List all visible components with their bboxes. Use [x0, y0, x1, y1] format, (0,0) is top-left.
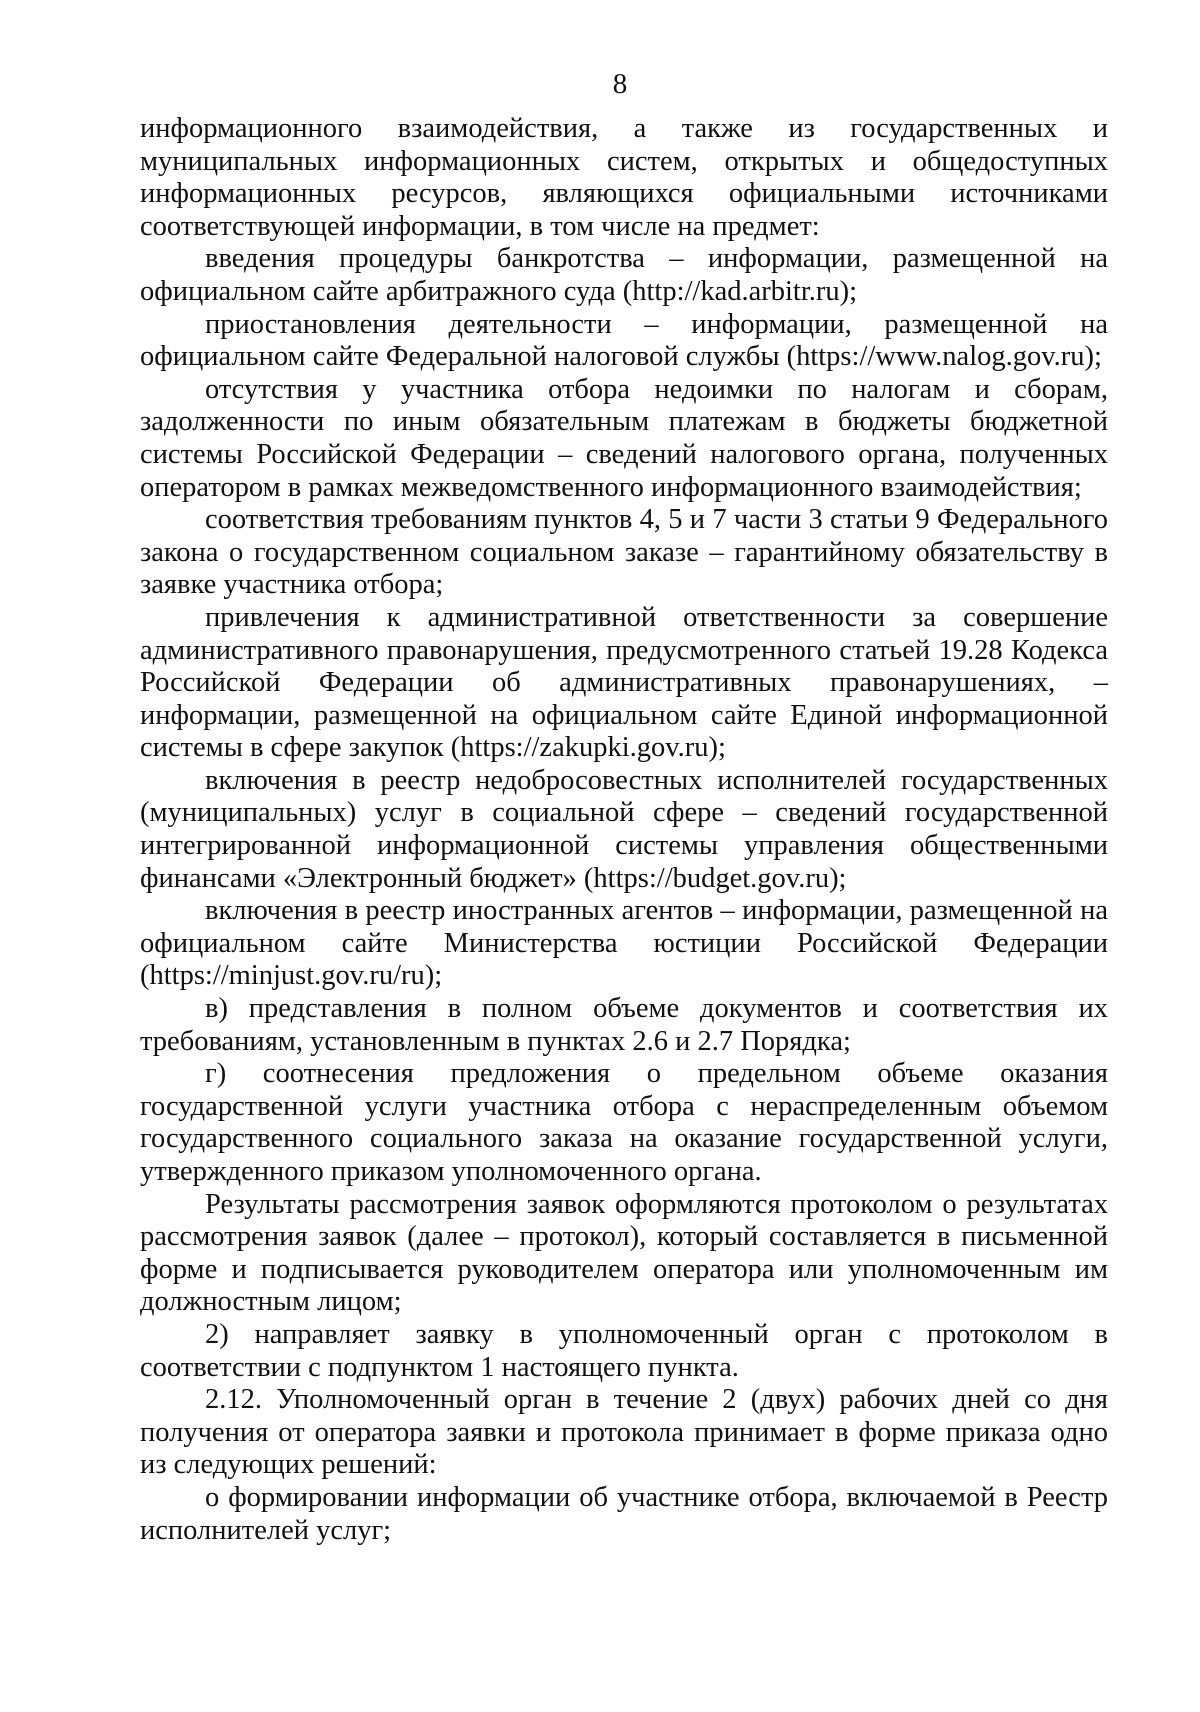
paragraph-item-g: г) соотнесения предложения о предельном объеме оказания государственной услуги участника отбора с нераспределенным объемом государственного социального заказа на оказание государственной услуги, утвержденного приказом уполномоченного органа.: [140, 1058, 1108, 1187]
document-body: [140, 113, 1108, 1547]
paragraph-administrative-liability: привлечения к административной ответственности за совершение административного правонарушения, предусмотренного статьей 19.28 Кодекса Российской Федерации об административных правонарушениях, – информации, размещенной на официальном сайте Единой информационной системы в сфере закупок (https://zakupki.gov.ru);: [140, 601, 1108, 764]
paragraph-unfair-performers-registry: включения в реестр недобросовестных исполнителей государственных (муниципальных) услуг в социальной сфере – сведений государственной интегрированной информационной системы управления общественными финансами «Электронный бюджет» (https://budget.gov.ru);: [140, 764, 1108, 894]
paragraph-law-compliance: соответствия требованиям пунктов 4, 5 и 7 части 3 статьи 9 Федерального закона о государственном социальном заказе – гарантийному обязательству в заявке участника отбора;: [140, 504, 1108, 601]
paragraph-bankruptcy: введения процедуры банкротства – информации, размещенной на официальном сайте арбитражного суда (http://kad.arbitr.ru);: [140, 243, 1108, 307]
paragraph-tax-arrears: отсутствия у участника отбора недоимки по налогам и сборам, задолженности по иным обязательным платежам в бюджеты бюджетной системы Российской Федерации – сведений налогового органа, полученных оператором в рамках межведомственного информационного взаимодействия;: [140, 373, 1108, 503]
paragraph-item-2: 2) направляет заявку в уполномоченный орган с протоколом в соответствии с подпунктом 1 настоящего пункта.: [140, 1318, 1108, 1383]
paragraph-section-2-12: 2.12. Уполномоченный орган в течение 2 (двух) рабочих дней со дня получения от оператора заявки и протокола принимает в форме приказа одно из следующих решений:: [140, 1384, 1108, 1481]
paragraph-decision-registry: о формировании информации об участнике отбора, включаемой в Реестр исполнителей услуг;: [140, 1481, 1108, 1546]
paragraph-continuation: информационного взаимодействия, а также из государственных и муниципальных информационных систем, открытых и общедоступных информационных ресурсов, являющихся официальными источниками соответствующей информации, в том числе на предмет:: [140, 113, 1108, 242]
paragraph-foreign-agents-registry: включения в реестр иностранных агентов – информации, размещенной на официальном сайте Министерства юстиции Российской Федерации (https://minjust.gov.ru/ru);: [140, 895, 1108, 992]
paragraph-item-v: в) представления в полном объеме документов и соответствия их требованиям, установленным в пунктах 2.6 и 2.7 Порядка;: [140, 993, 1108, 1057]
page-number: 8: [612, 68, 628, 100]
paragraph-suspension: приостановления деятельности – информации, размещенной на официальном сайте Федеральной налоговой службы (https://www.nalog.gov.ru);: [140, 308, 1108, 373]
paragraph-results-protocol: Результаты рассмотрения заявок оформляются протоколом о результатах рассмотрения заявок (далее – протокол), который составляется в письменной форме и подписывается руководителем оператора или уполномоченным им должностным лицом;: [140, 1188, 1108, 1318]
